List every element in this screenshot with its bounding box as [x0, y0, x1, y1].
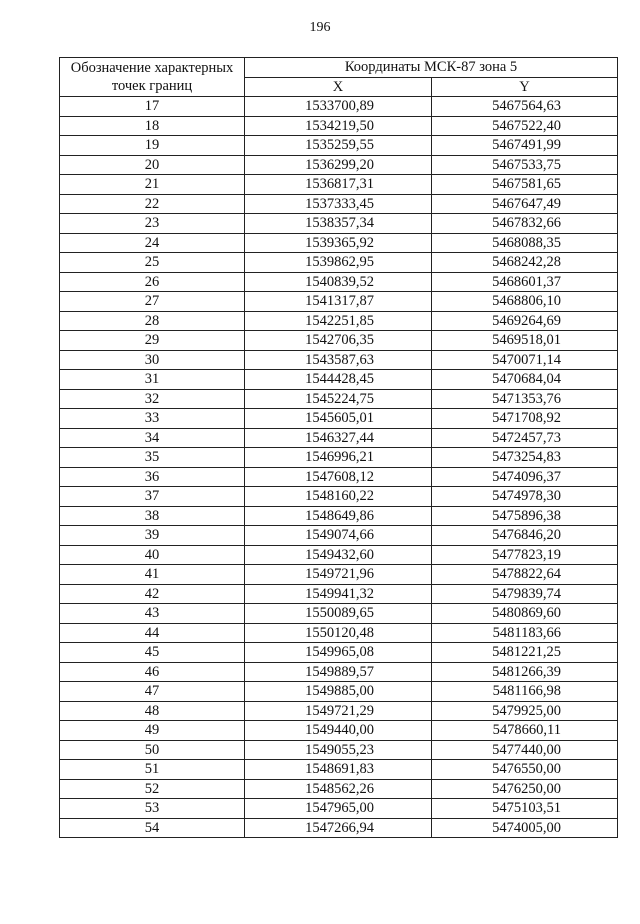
- x-cell: 1549965,08: [245, 643, 432, 663]
- point-cell: 26: [60, 272, 245, 292]
- point-cell: 22: [60, 194, 245, 214]
- table-row: [60, 311, 618, 331]
- point-cell: 21: [60, 175, 245, 195]
- point-cell: 36: [60, 467, 245, 487]
- table-row: [60, 799, 618, 819]
- table-row: [60, 818, 618, 838]
- point-cell: 40: [60, 545, 245, 565]
- table-row: [60, 779, 618, 799]
- x-cell: 1550120,48: [245, 623, 432, 643]
- x-cell: 1548160,22: [245, 487, 432, 507]
- x-cell: 1549432,60: [245, 545, 432, 565]
- x-cell: 1542706,35: [245, 331, 432, 351]
- table-row: [60, 194, 618, 214]
- point-cell: 44: [60, 623, 245, 643]
- x-cell: 1546996,21: [245, 448, 432, 468]
- table-row: [60, 331, 618, 351]
- point-cell: 42: [60, 584, 245, 604]
- point-cell: 25: [60, 253, 245, 273]
- page-number: 196: [309, 20, 331, 35]
- y-cell: 5471353,76: [432, 389, 618, 409]
- y-cell: 5467533,75: [432, 155, 618, 175]
- header-coordinates-group: Координаты МСК-87 зона 5: [245, 58, 618, 78]
- coordinates-table: [59, 57, 618, 838]
- y-cell: 5474978,30: [432, 487, 618, 507]
- point-cell: 18: [60, 116, 245, 136]
- point-cell: 46: [60, 662, 245, 682]
- table-row: [60, 760, 618, 780]
- header-point-label: [60, 58, 245, 97]
- y-cell: 5468806,10: [432, 292, 618, 312]
- x-cell: 1549885,00: [245, 682, 432, 702]
- x-cell: 1549721,29: [245, 701, 432, 721]
- x-cell: 1539862,95: [245, 253, 432, 273]
- x-cell: 1546327,44: [245, 428, 432, 448]
- table-row: [60, 155, 618, 175]
- point-cell: 30: [60, 350, 245, 370]
- y-cell: 5481221,25: [432, 643, 618, 663]
- y-cell: 5475896,38: [432, 506, 618, 526]
- x-cell: 1545224,75: [245, 389, 432, 409]
- point-cell: 50: [60, 740, 245, 760]
- header-x: X: [245, 77, 432, 97]
- table-row: [60, 604, 618, 624]
- header-y: Y: [432, 77, 618, 97]
- table-row: [60, 662, 618, 682]
- point-cell: 24: [60, 233, 245, 253]
- point-cell: 49: [60, 721, 245, 741]
- point-cell: 19: [60, 136, 245, 156]
- point-cell: 47: [60, 682, 245, 702]
- y-cell: 5481166,98: [432, 682, 618, 702]
- x-cell: 1549721,96: [245, 565, 432, 585]
- y-cell: 5467581,65: [432, 175, 618, 195]
- point-cell: 35: [60, 448, 245, 468]
- table-row: [60, 292, 618, 312]
- y-cell: 5468601,37: [432, 272, 618, 292]
- table-row: [60, 233, 618, 253]
- y-cell: 5476250,00: [432, 779, 618, 799]
- table-row: [60, 253, 618, 273]
- x-cell: 1545605,01: [245, 409, 432, 429]
- table-row: [60, 740, 618, 760]
- y-cell: 5468088,35: [432, 233, 618, 253]
- table-row: [60, 370, 618, 390]
- table-row: [60, 506, 618, 526]
- y-cell: 5472457,73: [432, 428, 618, 448]
- y-cell: 5480869,60: [432, 604, 618, 624]
- table-row: [60, 136, 618, 156]
- y-cell: 5478660,11: [432, 721, 618, 741]
- y-cell: 5475103,51: [432, 799, 618, 819]
- y-cell: 5470071,14: [432, 350, 618, 370]
- point-cell: 32: [60, 389, 245, 409]
- x-cell: 1549074,66: [245, 526, 432, 546]
- x-cell: 1544428,45: [245, 370, 432, 390]
- y-cell: 5469264,69: [432, 311, 618, 331]
- table-row: [60, 272, 618, 292]
- table-row: [60, 175, 618, 195]
- x-cell: 1550089,65: [245, 604, 432, 624]
- x-cell: 1549055,23: [245, 740, 432, 760]
- x-cell: 1543587,63: [245, 350, 432, 370]
- x-cell: 1539365,92: [245, 233, 432, 253]
- table-row: [60, 623, 618, 643]
- y-cell: 5476846,20: [432, 526, 618, 546]
- table-row: [60, 467, 618, 487]
- x-cell: 1547965,00: [245, 799, 432, 819]
- x-cell: 1541317,87: [245, 292, 432, 312]
- table-row: [60, 682, 618, 702]
- y-cell: 5469518,01: [432, 331, 618, 351]
- y-cell: 5474096,37: [432, 467, 618, 487]
- y-cell: 5477823,19: [432, 545, 618, 565]
- x-cell: 1534219,50: [245, 116, 432, 136]
- y-cell: 5481266,39: [432, 662, 618, 682]
- x-cell: 1536817,31: [245, 175, 432, 195]
- x-cell: 1548691,83: [245, 760, 432, 780]
- table-row: [60, 565, 618, 585]
- point-cell: 52: [60, 779, 245, 799]
- table-row: [60, 721, 618, 741]
- x-cell: 1535259,55: [245, 136, 432, 156]
- point-cell: 34: [60, 428, 245, 448]
- table-row: [60, 409, 618, 429]
- y-cell: 5474005,00: [432, 818, 618, 838]
- table-body: [60, 97, 618, 838]
- y-cell: 5467564,63: [432, 97, 618, 117]
- table-row: [60, 701, 618, 721]
- y-cell: 5479925,00: [432, 701, 618, 721]
- x-cell: 1547266,94: [245, 818, 432, 838]
- table-row: [60, 584, 618, 604]
- point-cell: 51: [60, 760, 245, 780]
- y-cell: 5477440,00: [432, 740, 618, 760]
- x-cell: 1537333,45: [245, 194, 432, 214]
- table-row: [60, 545, 618, 565]
- y-cell: 5478822,64: [432, 565, 618, 585]
- point-cell: 27: [60, 292, 245, 312]
- point-cell: 45: [60, 643, 245, 663]
- x-cell: 1538357,34: [245, 214, 432, 234]
- point-cell: 48: [60, 701, 245, 721]
- table-row: [60, 526, 618, 546]
- y-cell: 5479839,74: [432, 584, 618, 604]
- table-row: [60, 428, 618, 448]
- y-cell: 5476550,00: [432, 760, 618, 780]
- table-row: [60, 214, 618, 234]
- point-cell: 53: [60, 799, 245, 819]
- point-cell: 38: [60, 506, 245, 526]
- point-cell: 23: [60, 214, 245, 234]
- y-cell: 5467522,40: [432, 116, 618, 136]
- point-cell: 37: [60, 487, 245, 507]
- table-row: [60, 448, 618, 468]
- y-cell: 5467832,66: [432, 214, 618, 234]
- point-cell: 33: [60, 409, 245, 429]
- table-row: [60, 350, 618, 370]
- table-header: [60, 58, 618, 97]
- table-row: [60, 116, 618, 136]
- table-row: [60, 97, 618, 117]
- point-cell: 41: [60, 565, 245, 585]
- x-cell: 1548562,26: [245, 779, 432, 799]
- x-cell: 1547608,12: [245, 467, 432, 487]
- y-cell: 5470684,04: [432, 370, 618, 390]
- point-cell: 54: [60, 818, 245, 838]
- point-cell: 39: [60, 526, 245, 546]
- table-row: [60, 487, 618, 507]
- point-cell: 31: [60, 370, 245, 390]
- x-cell: 1542251,85: [245, 311, 432, 331]
- table-row: [60, 643, 618, 663]
- header-point-label-line1: Обозначение характерных: [70, 60, 234, 76]
- y-cell: 5481183,66: [432, 623, 618, 643]
- x-cell: 1533700,89: [245, 97, 432, 117]
- y-cell: 5467491,99: [432, 136, 618, 156]
- y-cell: 5468242,28: [432, 253, 618, 273]
- point-cell: 29: [60, 331, 245, 351]
- y-cell: 5473254,83: [432, 448, 618, 468]
- point-cell: 43: [60, 604, 245, 624]
- x-cell: 1540839,52: [245, 272, 432, 292]
- x-cell: 1549941,32: [245, 584, 432, 604]
- x-cell: 1548649,86: [245, 506, 432, 526]
- x-cell: 1536299,20: [245, 155, 432, 175]
- table-row: [60, 389, 618, 409]
- point-cell: 17: [60, 97, 245, 117]
- y-cell: 5471708,92: [432, 409, 618, 429]
- x-cell: 1549889,57: [245, 662, 432, 682]
- x-cell: 1549440,00: [245, 721, 432, 741]
- header-point-label-line2: точек границ: [111, 78, 193, 94]
- point-cell: 28: [60, 311, 245, 331]
- y-cell: 5467647,49: [432, 194, 618, 214]
- point-cell: 20: [60, 155, 245, 175]
